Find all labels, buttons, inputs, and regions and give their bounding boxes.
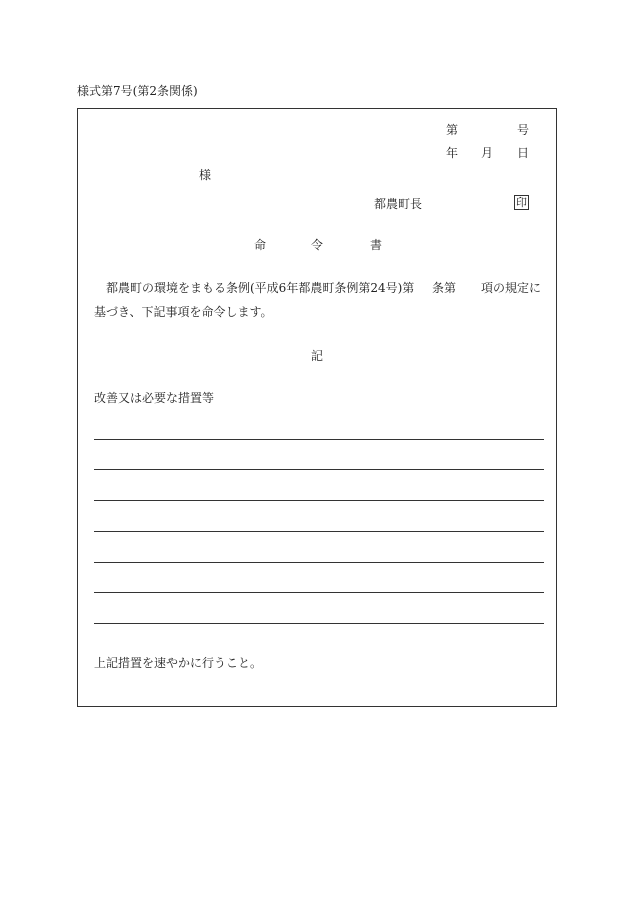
writing-line bbox=[94, 500, 544, 501]
body-text-part-2: 条第 bbox=[432, 281, 457, 295]
date-month: 月 bbox=[481, 146, 494, 160]
doc-title-char-2: 令 bbox=[311, 238, 324, 252]
number-dai: 第 bbox=[446, 123, 459, 137]
writing-line bbox=[94, 531, 544, 532]
issuer-title: 都農町長 bbox=[374, 197, 423, 211]
form-label: 様式第7号(第2条関係) bbox=[77, 84, 198, 98]
seal-mark bbox=[514, 195, 529, 210]
writing-line bbox=[94, 623, 544, 624]
closing-text: 上記措置を速やかに行うこと。 bbox=[94, 656, 263, 670]
section-label: 改善又は必要な措置等 bbox=[94, 391, 215, 405]
doc-title-char-1: 命 bbox=[254, 238, 267, 252]
doc-title-char-3: 書 bbox=[370, 238, 383, 252]
writing-line bbox=[94, 439, 544, 440]
date-day: 日 bbox=[517, 146, 530, 160]
body-text-part-3: 項の規定に bbox=[481, 281, 542, 295]
writing-line bbox=[94, 469, 544, 470]
seal-icon: 印 bbox=[516, 196, 527, 209]
body-text-part-1: 都農町の環境をまもる条例(平成6年都農町条例第24号)第 bbox=[106, 281, 415, 295]
number-gou: 号 bbox=[517, 123, 530, 137]
date-year: 年 bbox=[446, 146, 459, 160]
ki-heading: 記 bbox=[311, 349, 324, 363]
form-frame bbox=[77, 108, 557, 707]
body-text-line-2: 基づき、下記事項を命令します。 bbox=[94, 305, 273, 319]
writing-line bbox=[94, 562, 544, 563]
addressee-suffix: 様 bbox=[199, 168, 212, 182]
writing-line bbox=[94, 592, 544, 593]
